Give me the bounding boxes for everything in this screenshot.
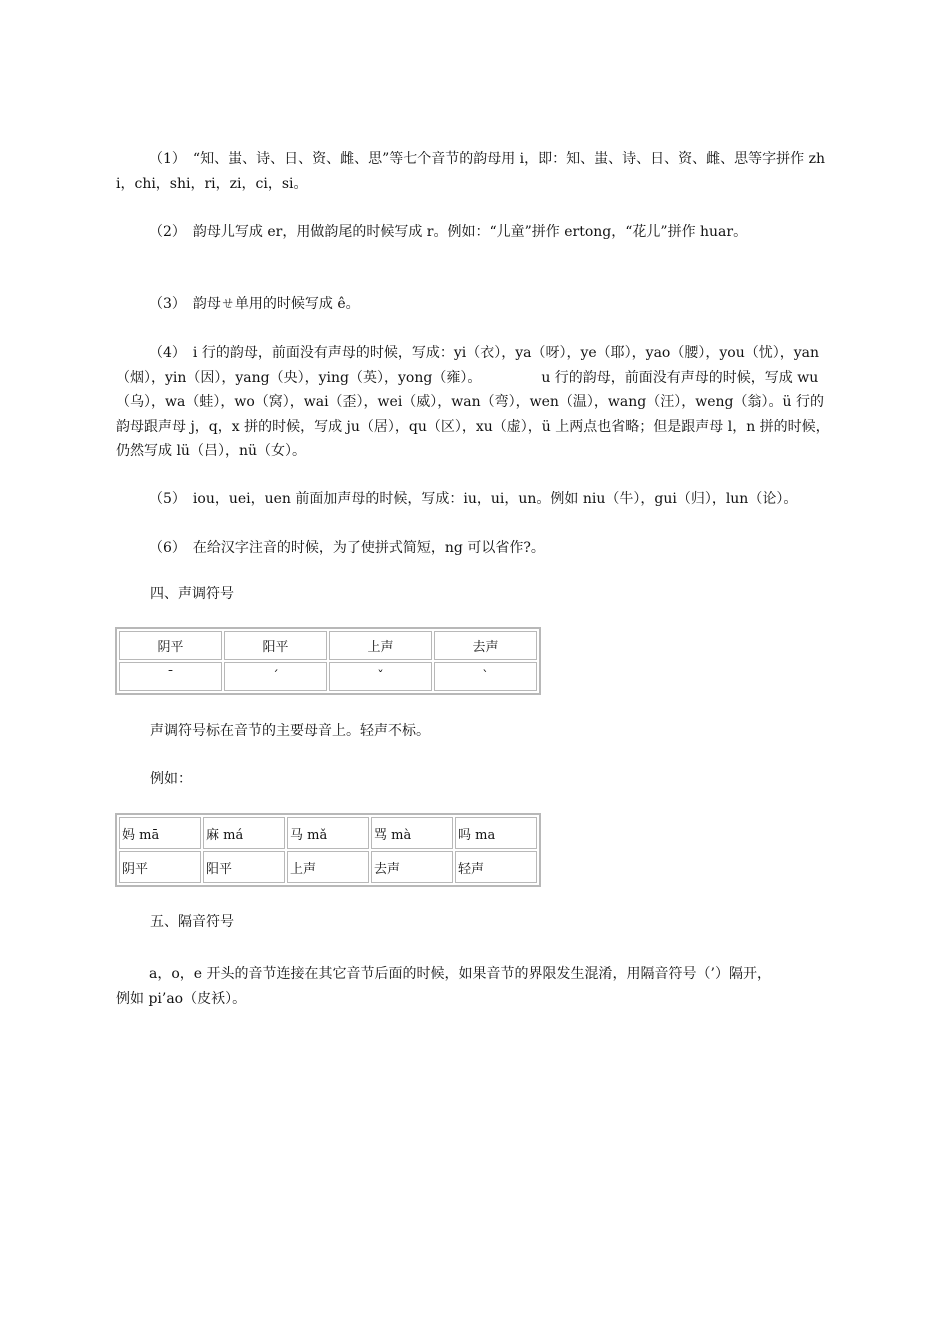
paragraph-3: （3） 韵母ㄝ单用的时候写成 ê。: [149, 296, 360, 312]
table-cell: 吗 ma: [455, 817, 537, 849]
paragraph-separator: a，o，e 开头的音节连接在其它音节后面的时候，如果音节的界限发生混淆，用隔音符号（’）隔开， 例如 pi’ao（皮袄）。: [116, 966, 771, 1007]
tone-example-table: [115, 813, 541, 887]
paragraph-6: （6） 在给汉字注音的时候，为了使拼式简短，ng 可以省作?。: [149, 540, 545, 556]
table-cell: 上声: [329, 631, 432, 660]
section-5-heading: 五、隔音符号: [150, 914, 234, 930]
table-row: [119, 662, 537, 691]
table-cell: 上声: [287, 851, 369, 883]
table-cell: ˉ: [119, 662, 222, 691]
table-cell: 去声: [371, 851, 453, 883]
table-cell: 阴平: [119, 851, 201, 883]
table-cell: ˋ: [434, 662, 537, 691]
table-cell: ˇ: [329, 662, 432, 691]
paragraph-4: （4） i 行的韵母，前面没有声母的时候，写成：yi（衣），ya（呀），ye（耶），yao（腰），you（忧），yan（烟），yin（因），yang（央），ying（英），yong（雍）。 u 行的韵母，前面没有声母的时候，写成 wu（乌），wa（蛙），wo（窝），wai（歪），wei（威），wan（弯），wen（温），wang（汪），weng（翁）。ü 行的韵母跟声母 j，q，x 拼的时候，写成 ju（居），qu（区），xu（虚），ü 上两点也省略；但是跟声母 l，n 拼的时候，仍然写成 lü（吕），nü（女）。: [116, 345, 830, 459]
table-cell: 去声: [434, 631, 537, 660]
table-row: [119, 631, 537, 660]
table-cell: 麻 má: [203, 817, 285, 849]
table-cell: 轻声: [455, 851, 537, 883]
section-4-heading: 四、声调符号: [150, 586, 234, 602]
table-cell: 阳平: [203, 851, 285, 883]
paragraph-1: （1） “知、蚩、诗、日、资、雌、思”等七个音节的韵母用 i，即：知、蚩、诗、日、资、雌、思等字拼作 zhi，chi，shi，ri，zi，ci，si。: [116, 151, 825, 192]
table-cell: 马 mǎ: [287, 817, 369, 849]
table-cell: 阳平: [224, 631, 327, 660]
tone-marks-table: [115, 627, 541, 695]
table-row: [119, 817, 537, 849]
example-label: 例如：: [150, 771, 192, 787]
table-cell: 妈 mā: [119, 817, 201, 849]
paragraph-2: （2） 韵母儿写成 er，用做韵尾的时候写成 r。例如：“儿童”拼作 ertong，“花儿”拼作 huar。: [149, 224, 748, 240]
table-cell: 阴平: [119, 631, 222, 660]
table-row: [119, 851, 537, 883]
table-cell: ˊ: [224, 662, 327, 691]
table-cell: 骂 mà: [371, 817, 453, 849]
tone-note: 声调符号标在音节的主要母音上。轻声不标。: [150, 723, 430, 739]
paragraph-5: （5） iou，uei，uen 前面加声母的时候，写成：iu，ui，un。例如 niu（牛），gui（归），lun（论）。: [149, 491, 798, 507]
